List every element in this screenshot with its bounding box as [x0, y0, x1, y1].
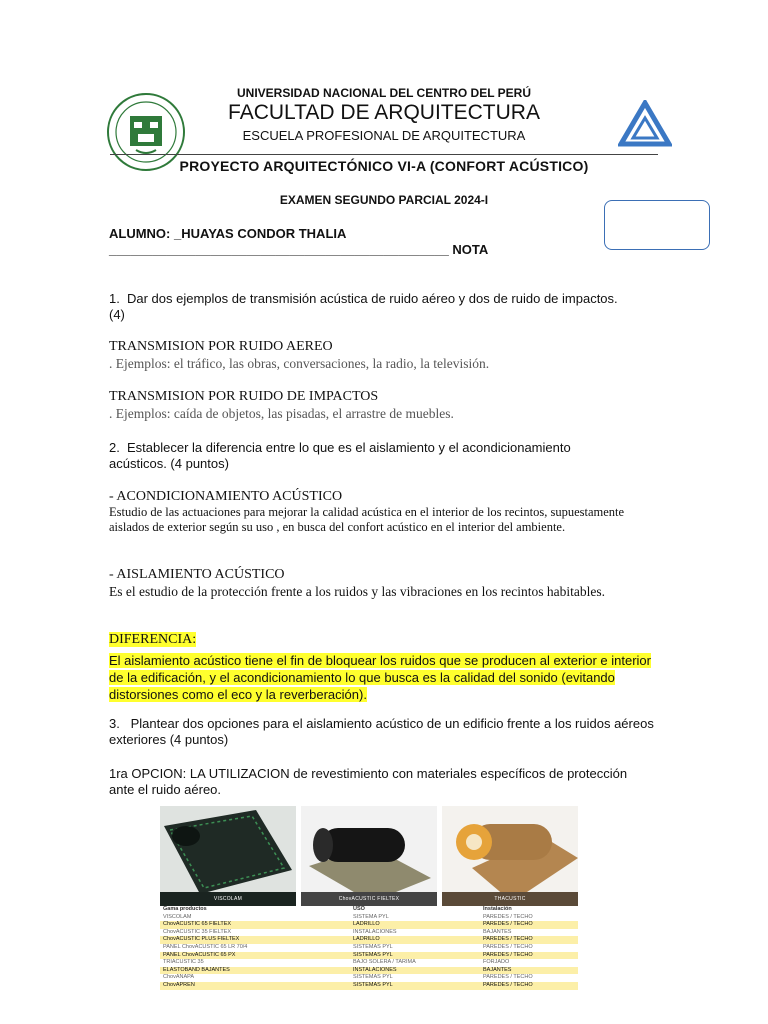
product-image-viscolam — [160, 806, 296, 906]
impacto-title: TRANSMISION POR RUIDO DE IMPACTOS — [109, 389, 379, 404]
table-row — [160, 959, 578, 967]
table-cell: PAREDES / TECHO — [483, 943, 533, 950]
table-row — [160, 982, 578, 990]
table-cell: PAREDES / TECHO — [483, 913, 533, 920]
table-row — [160, 914, 578, 922]
table-cell: ChovACUSTIC 65 FIELTEX — [163, 921, 232, 928]
table-header — [160, 906, 578, 914]
table-cell: PAREDES / TECHO — [483, 951, 533, 958]
aereo-title: TRANSMISION POR RUIDO AEREO — [109, 339, 333, 354]
diferencia-body-text: El aislamiento acústico tiene el fin de bloquear los ruidos que se producen al exterior e interior de la edificación, y el acondicionamiento lo que busca es la calidad del sonido (evitando distorsiones como el eco y la reverberación). — [109, 653, 651, 702]
table-row — [160, 974, 578, 982]
table-cell: PAREDES / TECHO — [483, 981, 533, 988]
table-cell: LADRILLO — [353, 936, 380, 943]
question-3 — [109, 716, 654, 748]
acondicionamiento-title: - ACONDICIONAMIENTO ACÚSTICO — [109, 489, 343, 504]
diferencia-title — [109, 632, 196, 648]
table-row — [160, 944, 578, 952]
impacto-examples: . Ejemplos: caída de objetos, las pisadas, el arrastre de muebles. — [109, 406, 454, 421]
grade-box — [604, 200, 710, 250]
table-cell: SISTEMAS PYL — [353, 943, 393, 950]
table-row — [160, 921, 578, 929]
product-label: VISCOLAM — [213, 896, 243, 902]
product-label: ChovACUSTIC FIELTEX — [338, 896, 400, 902]
table-cell: PAREDES / TECHO — [483, 936, 533, 943]
question-number: 1. — [109, 291, 120, 306]
question-number: 3. — [109, 716, 120, 731]
table-cell: PANEL ChovACUSTIC 65 LR 70/4 — [163, 943, 248, 950]
university-name: UNIVERSIDAD NACIONAL DEL CENTRO DEL PERÚ — [236, 86, 532, 100]
table-cell: BAJO SOLERA / TARIMA — [353, 959, 416, 966]
opcion-1: 1ra OPCION: LA UTILIZACION de revestimiento con materiales específicos de protección ante el ruido aéreo. — [109, 766, 628, 797]
table-cell: INSTALACIONES — [353, 928, 397, 935]
product-label: THACUSTIC — [494, 896, 526, 902]
product-table — [160, 906, 578, 990]
table-cell: PAREDES / TECHO — [483, 921, 533, 928]
table-cell: TRIACUSTIC 35 — [163, 959, 204, 966]
table-cell: VISCOLAM — [163, 913, 192, 920]
table-row — [160, 952, 578, 960]
aereo-examples: . Ejemplos: el tráfico, las obras, conversaciones, la radio, la televisión. — [109, 356, 490, 371]
acondicionamiento-body: Estudio de las actuaciones para mejorar la calidad acústica en el interior de los recintos, supuestamente aislados de exterior según su uso , en busca del confort acústico en el interior del ambiente. — [109, 505, 625, 534]
header-divider — [110, 154, 658, 155]
table-cell: SISTEMAS PYL — [353, 974, 393, 981]
diferencia-body — [109, 652, 654, 703]
grade-line: _______________________________________________ NOTA — [109, 242, 489, 257]
exam-title: EXAMEN SEGUNDO PARCIAL 2024-I — [279, 193, 489, 207]
table-cell: ChovACUSTIC 35 FIELTEX — [163, 928, 232, 935]
column-header: USO — [353, 906, 365, 912]
table-row — [160, 967, 578, 975]
table-cell: SISTEMA PYL — [353, 913, 389, 920]
faculty-name: FACULTAD DE ARQUITECTURA — [228, 101, 540, 124]
question-text: Establecer la diferencia entre lo que es el aislamiento y el acondicionamiento acústicos. (4 puntos) — [109, 440, 571, 471]
diferencia-title-text: DIFERENCIA: — [109, 632, 197, 647]
table-cell: BAJANTES — [483, 966, 512, 973]
table-cell: ELASTOBAND BAJANTES — [163, 966, 230, 973]
table-cell: SISTEMAS PYL — [353, 981, 393, 988]
table-row — [160, 936, 578, 944]
table-row — [160, 929, 578, 937]
aislamiento-body: Es el estudio de la protección frente a los ruidos y las vibraciones en los recintos habitables. — [109, 584, 605, 599]
table-cell: ChovANAPA — [163, 974, 195, 981]
question-number: 2. — [109, 440, 120, 455]
question-text: Plantear dos opciones para el aislamiento acústico de un edificio frente a los ruidos aéreos exteriores (4 puntos) — [109, 716, 654, 747]
table-cell: LADRILLO — [353, 921, 380, 928]
table-cell: INSTALACIONES — [353, 966, 397, 973]
school-name: ESCUELA PROFESIONAL DE ARQUITECTURA — [242, 128, 526, 143]
table-cell: BAJANTES — [483, 928, 512, 935]
question-2 — [109, 440, 629, 472]
product-images — [160, 806, 578, 906]
table-cell: PANEL ChovACUSTIC 65 PX — [163, 951, 236, 958]
column-header: Gama productos — [163, 906, 207, 912]
question-1 — [109, 291, 629, 323]
table-cell: FORJADO — [483, 959, 510, 966]
table-cell: SISTEMAS PYL — [353, 951, 393, 958]
table-cell: PAREDES / TECHO — [483, 974, 533, 981]
student-name: ALUMNO: _HUAYAS CONDOR THALIA — [109, 226, 347, 241]
aislamiento-title: - AISLAMIENTO ACÚSTICO — [109, 567, 285, 582]
project-title: PROYECTO ARQUITECTÓNICO VI-A (CONFORT ACÚSTICO) — [179, 158, 589, 174]
product-image-fieltex — [301, 806, 437, 906]
table-cell: ChovACUSTIC PLUS FIELTEX — [163, 936, 240, 943]
table-cell: ChovAPREN — [163, 981, 195, 988]
question-text: Dar dos ejemplos de transmisión acústica de ruido aéreo y dos de ruido de impactos. (4) — [109, 291, 618, 322]
product-image-thacustic — [442, 806, 578, 906]
column-header: Instalación — [483, 906, 512, 912]
